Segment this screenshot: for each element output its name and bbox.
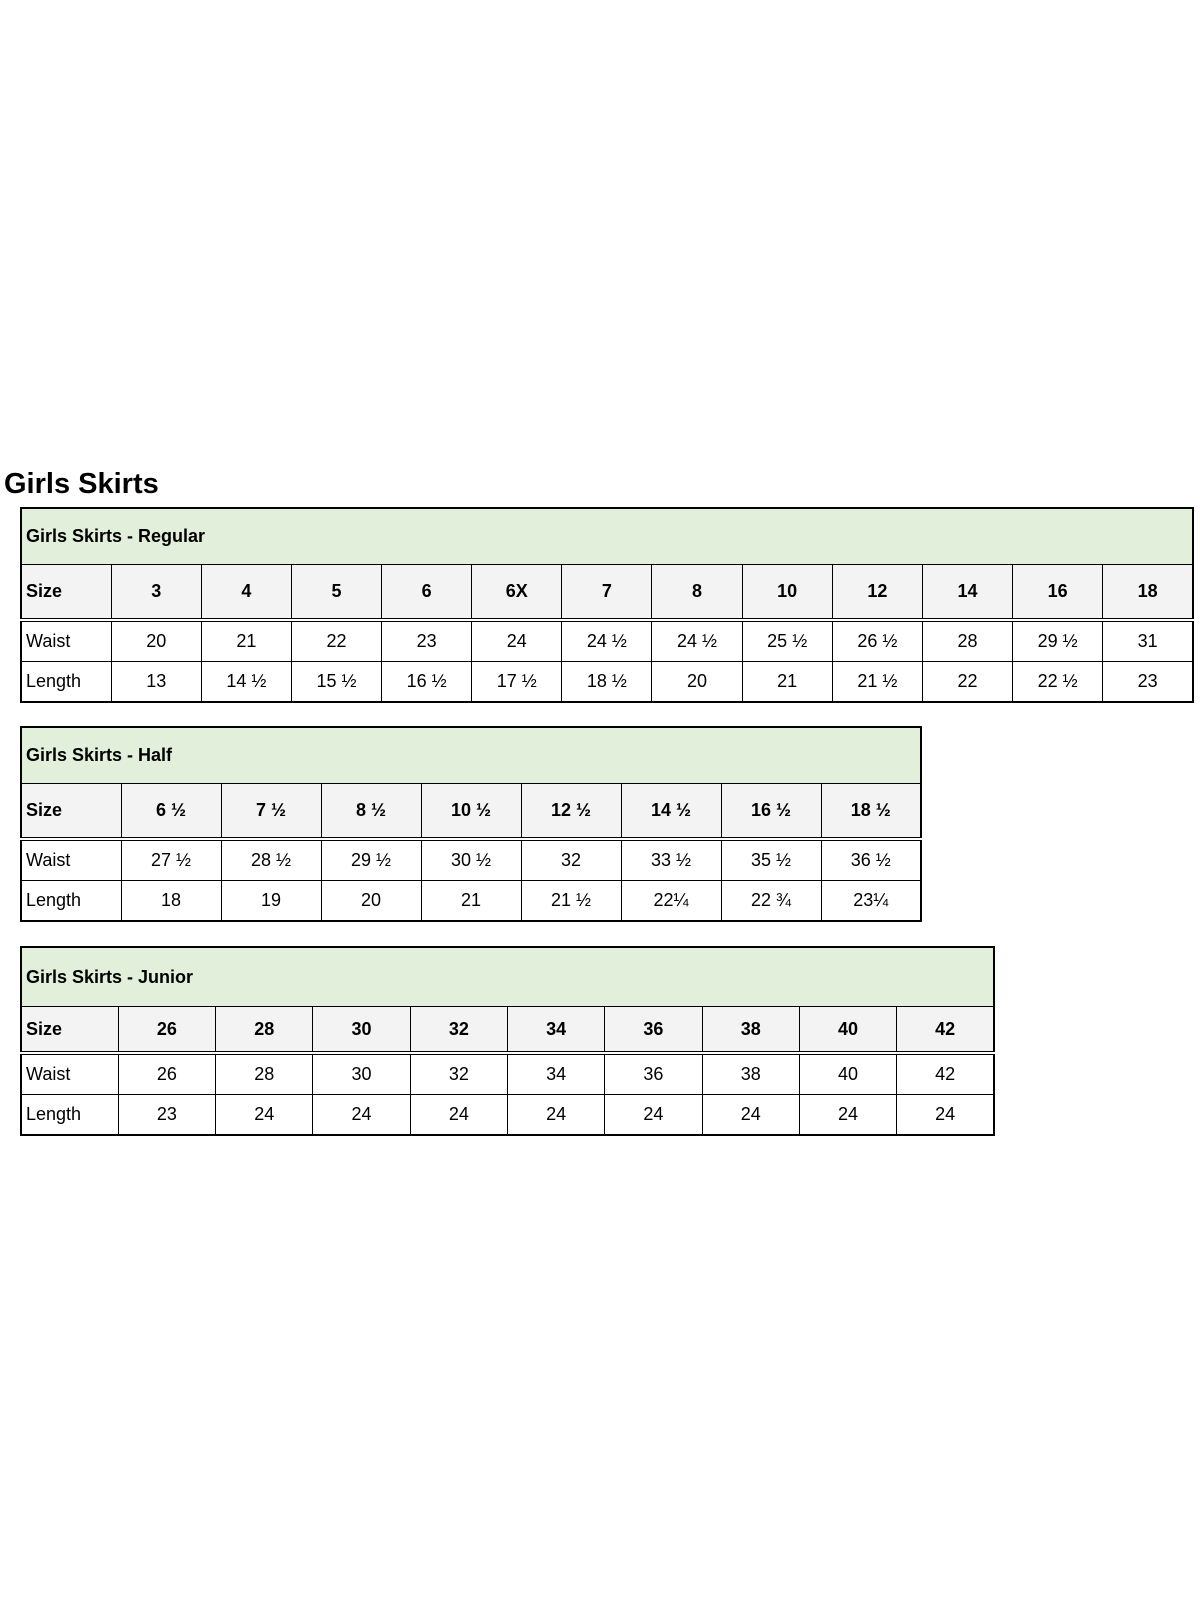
page-title: Girls Skirts [4, 468, 159, 500]
size-cell: 10 ½ [421, 784, 521, 840]
waist-cell: 40 [799, 1053, 896, 1095]
size-cell: 14 ½ [621, 784, 721, 840]
size-cell: 18 [1103, 565, 1193, 621]
row-label-size: Size [21, 1007, 118, 1054]
size-cell: 30 [313, 1007, 410, 1054]
waist-cell: 38 [702, 1053, 799, 1095]
waist-cell: 25 ½ [742, 620, 832, 662]
waist-cell: 35 ½ [721, 839, 821, 881]
length-cell: 24 [897, 1095, 994, 1136]
waist-cell: 36 ½ [821, 839, 921, 881]
waist-cell: 33 ½ [621, 839, 721, 881]
length-cell: 24 [702, 1095, 799, 1136]
length-cell: 24 [507, 1095, 604, 1136]
length-cell: 14 ½ [201, 662, 291, 703]
size-cell: 6X [472, 565, 562, 621]
length-cell: 21 [421, 881, 521, 922]
waist-cell: 31 [1103, 620, 1193, 662]
length-cell: 15 ½ [291, 662, 381, 703]
length-cell: 22 ½ [1013, 662, 1103, 703]
size-cell: 38 [702, 1007, 799, 1054]
waist-cell: 36 [605, 1053, 702, 1095]
size-cell: 5 [291, 565, 381, 621]
waist-cell: 20 [111, 620, 201, 662]
size-cell: 7 [562, 565, 652, 621]
row-label-length: Length [21, 881, 121, 922]
size-cell: 26 [118, 1007, 215, 1054]
length-cell: 13 [111, 662, 201, 703]
size-cell: 36 [605, 1007, 702, 1054]
size-cell: 6 ½ [121, 784, 221, 840]
length-cell: 21 ½ [832, 662, 922, 703]
length-cell: 17 ½ [472, 662, 562, 703]
length-cell: 16 ½ [382, 662, 472, 703]
size-cell: 8 [652, 565, 742, 621]
waist-cell: 24 ½ [562, 620, 652, 662]
length-cell: 23 [118, 1095, 215, 1136]
length-cell: 22 ¾ [721, 881, 821, 922]
size-cell: 7 ½ [221, 784, 321, 840]
row-label-length: Length [21, 662, 111, 703]
length-cell: 24 [605, 1095, 702, 1136]
size-cell: 16 [1013, 565, 1103, 621]
waist-cell: 22 [291, 620, 381, 662]
size-table-half [20, 726, 922, 922]
waist-cell: 24 [472, 620, 562, 662]
length-cell: 23¼ [821, 881, 921, 922]
row-label-size: Size [21, 565, 111, 621]
size-cell: 4 [201, 565, 291, 621]
size-cell: 14 [922, 565, 1012, 621]
row-label-waist: Waist [21, 1053, 118, 1095]
waist-cell: 24 ½ [652, 620, 742, 662]
waist-cell: 21 [201, 620, 291, 662]
table-title: Girls Skirts - Junior [21, 947, 994, 1007]
size-table-regular [20, 507, 1194, 703]
waist-cell: 29 ½ [321, 839, 421, 881]
size-cell: 28 [216, 1007, 313, 1054]
waist-cell: 28 [216, 1053, 313, 1095]
size-table-junior [20, 946, 995, 1136]
size-cell: 8 ½ [321, 784, 421, 840]
row-label-size: Size [21, 784, 121, 840]
length-cell: 24 [216, 1095, 313, 1136]
size-cell: 6 [382, 565, 472, 621]
waist-cell: 23 [382, 620, 472, 662]
size-cell: 32 [410, 1007, 507, 1054]
waist-cell: 32 [521, 839, 621, 881]
waist-cell: 32 [410, 1053, 507, 1095]
size-cell: 12 ½ [521, 784, 621, 840]
size-cell: 40 [799, 1007, 896, 1054]
length-cell: 18 ½ [562, 662, 652, 703]
length-cell: 22 [922, 662, 1012, 703]
length-cell: 21 ½ [521, 881, 621, 922]
waist-cell: 26 ½ [832, 620, 922, 662]
waist-cell: 27 ½ [121, 839, 221, 881]
length-cell: 24 [313, 1095, 410, 1136]
length-cell: 24 [410, 1095, 507, 1136]
size-cell: 16 ½ [721, 784, 821, 840]
length-cell: 20 [652, 662, 742, 703]
waist-cell: 28 [922, 620, 1012, 662]
length-cell: 19 [221, 881, 321, 922]
waist-cell: 30 [313, 1053, 410, 1095]
waist-cell: 26 [118, 1053, 215, 1095]
size-cell: 18 ½ [821, 784, 921, 840]
length-cell: 23 [1103, 662, 1193, 703]
length-cell: 20 [321, 881, 421, 922]
waist-cell: 42 [897, 1053, 994, 1095]
length-cell: 22¼ [621, 881, 721, 922]
length-cell: 24 [799, 1095, 896, 1136]
row-label-waist: Waist [21, 620, 111, 662]
table-title: Girls Skirts - Regular [21, 508, 1193, 565]
row-label-length: Length [21, 1095, 118, 1136]
length-cell: 21 [742, 662, 832, 703]
row-label-waist: Waist [21, 839, 121, 881]
size-cell: 3 [111, 565, 201, 621]
waist-cell: 30 ½ [421, 839, 521, 881]
size-cell: 34 [507, 1007, 604, 1054]
waist-cell: 29 ½ [1013, 620, 1103, 662]
length-cell: 18 [121, 881, 221, 922]
size-cell: 12 [832, 565, 922, 621]
size-cell: 10 [742, 565, 832, 621]
waist-cell: 28 ½ [221, 839, 321, 881]
size-cell: 42 [897, 1007, 994, 1054]
table-title: Girls Skirts - Half [21, 727, 921, 784]
waist-cell: 34 [507, 1053, 604, 1095]
